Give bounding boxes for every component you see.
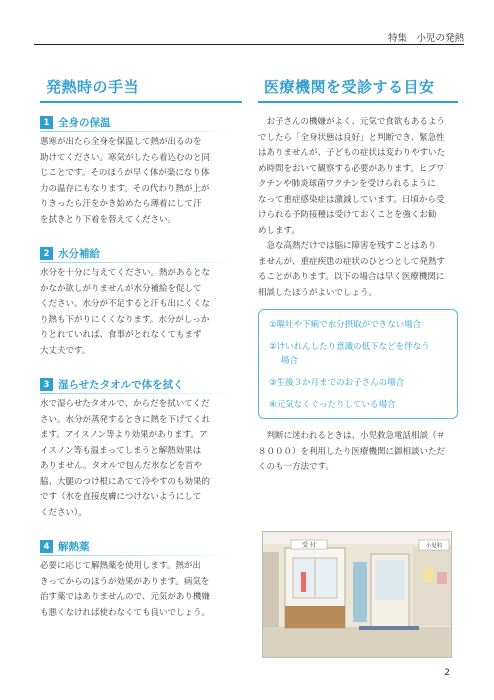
criteria-text-continued: 場合 xyxy=(281,356,299,366)
page-number: 2 xyxy=(444,668,450,678)
text-line: 水分を十分に与えてください。熱があるとな xyxy=(40,268,211,278)
text-line: ます。アイスノン等より効果があります。ア xyxy=(40,430,208,440)
right-paragraph-1 xyxy=(258,115,458,239)
text-line: はありませんが、子どもの症状は変わりやすいた xyxy=(258,148,446,158)
text-line: くのも一方法です。 xyxy=(258,462,334,472)
section-gap xyxy=(40,228,242,240)
subsection-body xyxy=(40,559,242,621)
subsection-number-badge: 3 xyxy=(40,378,53,391)
subsection-heading xyxy=(40,377,242,392)
text-line: さい。水分が蒸発するときに熱を下げてくれ xyxy=(40,414,211,425)
text-line: ませんが、重症疾患の症状のひとつとして発熱す xyxy=(258,256,445,267)
criteria-text: 嘔吐や下痢で水分摂取ができない場合 xyxy=(276,320,422,330)
text-line: イスノン等も温まってしまうと解熱効果は xyxy=(40,445,202,456)
text-line: り熱も下がりにくくなります。水分がしっか xyxy=(40,314,210,325)
text-line: ありません。タオルで包んだ氷などを首や xyxy=(40,461,203,471)
pediatrics-sign: 小児科 xyxy=(425,543,443,550)
text-line: です（氷を直接皮膚につけないようにして xyxy=(40,492,202,502)
subsection-title: 解熱薬 xyxy=(58,541,90,553)
text-line: ください）。 xyxy=(40,507,87,518)
subsection-body xyxy=(40,266,242,359)
text-line: 水で湿らせたタオルで、からだを拭いてくだ xyxy=(40,399,210,409)
criteria-number: ④ xyxy=(269,400,277,410)
right-title-rule xyxy=(258,101,458,103)
criteria-item xyxy=(269,318,449,332)
left-title-rule xyxy=(40,101,242,103)
section-gap xyxy=(40,521,242,533)
subsection-heading xyxy=(40,115,242,130)
subsection-underline xyxy=(40,555,242,556)
reception-sign: 受 付 xyxy=(302,542,316,549)
left-column xyxy=(40,76,242,621)
subsection-heading xyxy=(40,539,242,554)
text-line: 力の温存にもなります。その代わり熱が上が xyxy=(40,183,210,194)
text-line: かなか欲しがりませんが水分補給を促して xyxy=(40,283,202,294)
criteria-text: 生後３か月までのお子さんの場合 xyxy=(276,378,405,388)
subsection-number-badge: 1 xyxy=(40,116,53,129)
text-line: ８０００）を利用したり医療機関に御相談いただ xyxy=(258,446,446,457)
text-line: お子さんの機嫌がよく、元気で食欲もあるよう xyxy=(266,117,445,127)
criteria-box xyxy=(258,309,458,419)
right-paragraph-2 xyxy=(258,239,458,301)
criteria-number: ② xyxy=(269,342,277,352)
header-rule xyxy=(34,44,464,45)
text-line: 治す薬ではありませんので、元気があり機嫌 xyxy=(40,592,210,602)
criteria-text: けいれんしたり意識の低下などを伴なう xyxy=(276,342,430,352)
criteria-number: ③ xyxy=(269,378,277,388)
section-gap xyxy=(40,359,242,371)
clinic-photo xyxy=(262,531,452,658)
subsection-underline xyxy=(40,393,242,394)
subsection-body xyxy=(40,135,242,228)
subsection-underline xyxy=(40,262,242,263)
criteria-text: 元気なくぐったりしている場合 xyxy=(276,400,396,410)
criteria-item xyxy=(269,398,449,412)
text-line: 大丈夫です。 xyxy=(40,345,91,356)
subsection-heading xyxy=(40,246,242,261)
right-column xyxy=(258,76,458,476)
subsection-title: 湿らせたタオルで体を拭く xyxy=(58,379,184,391)
text-line: め時間をおいて観察する必要があります。ヒブワ xyxy=(258,163,445,174)
subsection-number-badge: 2 xyxy=(40,247,53,260)
right-paragraph-3 xyxy=(258,429,458,476)
subsection-title: 水分補給 xyxy=(58,248,100,260)
text-line: 助けてください。寒気がしたら着込むのと同 xyxy=(40,152,211,163)
subsection-number-badge: 4 xyxy=(40,540,53,553)
criteria-number: ① xyxy=(269,320,277,330)
text-line: じことです。そのほうが早く体が楽になり体 xyxy=(40,168,210,178)
criteria-item xyxy=(269,340,449,368)
text-line: なって重症感染症は激減しています。日頃から受 xyxy=(258,194,445,205)
text-line: 急な高熱だけでは脳に障害を残すことはあり xyxy=(266,241,437,251)
text-line: きってからのほうが効果があります。病気を xyxy=(40,576,210,587)
text-line: を拭きとり下着を替えてください。 xyxy=(40,214,177,225)
subsection-title: 全身の保温 xyxy=(58,117,111,129)
text-line: も悪くなければ使わなくても良いでしょう。 xyxy=(40,607,211,618)
text-line: 相談したほうがよいでしょう。 xyxy=(258,287,378,298)
text-line: めします。 xyxy=(258,225,300,236)
text-line: 悪寒が出たら全身を保温して熱が出るのを xyxy=(40,137,202,147)
subsection-underline xyxy=(40,131,242,132)
text-line: 判断に迷われるときは、小児救急電話相談（＃ xyxy=(266,431,446,441)
right-title: 医療機関を受診する目安 xyxy=(264,78,435,96)
criteria-item xyxy=(269,376,449,390)
text-line: ください。水分が不足すると汗も出にくくな xyxy=(40,299,211,309)
text-line: 脇、大腿のつけ根にあてて冷やすのも効果的 xyxy=(40,476,211,487)
header-label: 特集 小児の発熱 xyxy=(387,33,464,44)
text-line: りきったら汗をかき始めたら薄着にして汗 xyxy=(40,199,202,209)
text-line: でしたら「全身状態は良好」と判断でき、緊急性 xyxy=(258,132,445,143)
subsection-body xyxy=(40,397,242,521)
text-line: クチンや肺炎球菌ワクチンを受けられるように xyxy=(258,179,436,189)
text-line: けられる予防接種は受けておくことを強くお勧 xyxy=(258,210,437,220)
left-sections xyxy=(40,115,242,621)
left-title: 発熱時の手当 xyxy=(46,78,140,96)
text-line: ることがあります。以下の場合は早く医療機関に xyxy=(258,272,445,282)
clinic-photo-image xyxy=(263,532,452,658)
text-line: りとれていれば、食事がとれなくてもまず xyxy=(40,330,202,340)
text-line: 必要に応じて解熱薬を使用します。熱が出 xyxy=(40,561,201,571)
